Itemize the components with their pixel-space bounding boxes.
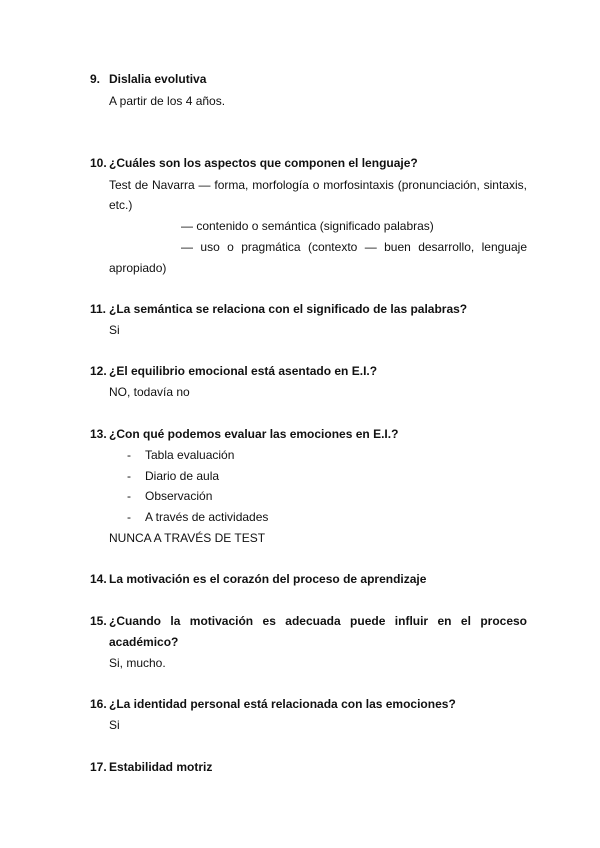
bullet-item: Observación xyxy=(145,489,213,503)
item-number: 12. xyxy=(90,364,107,378)
item-number: 15. xyxy=(90,614,107,628)
bullet-item: Tabla evaluación xyxy=(145,448,235,462)
question-heading: Estabilidad motriz xyxy=(109,760,213,774)
answer-text: Si, mucho. xyxy=(109,656,166,670)
question-heading: Dislalia evolutiva xyxy=(109,72,207,86)
item-number: 11. xyxy=(90,302,107,316)
question-heading: ¿La identidad personal está relacionada con las emociones? xyxy=(109,697,456,711)
question-heading-continued: académico? xyxy=(109,635,179,649)
question-heading: ¿El equilibrio emocional está asentado en E.I.? xyxy=(109,364,378,378)
bullet-item: A través de actividades xyxy=(145,510,269,524)
item-number: 13. xyxy=(90,427,107,441)
bullet-marker: - xyxy=(127,510,131,524)
answer-line: Test de Navarra — forma, morfología o morfosintaxis (pronunciación, sintaxis, xyxy=(109,178,527,192)
question-heading: ¿Cuando la motivación es adecuada puede influir en el proceso xyxy=(109,614,527,628)
bullet-marker: - xyxy=(127,489,131,503)
bullet-marker: - xyxy=(127,469,131,483)
answer-line: — contenido o semántica (significado palabras) xyxy=(181,219,434,233)
item-number: 10. xyxy=(90,156,107,170)
bullet-marker: - xyxy=(127,448,131,462)
question-heading: La motivación es el corazón del proceso de aprendizaje xyxy=(109,572,427,586)
answer-text: Si xyxy=(109,323,120,337)
answer-text: A partir de los 4 años. xyxy=(109,94,226,108)
answer-line: — uso o pragmática (contexto — buen desarrollo, lenguaje xyxy=(181,240,527,254)
answer-line: etc.) xyxy=(109,198,133,212)
question-heading: ¿Cuáles son los aspectos que componen el lenguaje? xyxy=(109,156,418,170)
answer-text: Si xyxy=(109,718,120,732)
item-number: 17. xyxy=(90,760,107,774)
item-number: 14. xyxy=(90,572,107,586)
question-heading: ¿Con qué podemos evaluar las emociones en E.I.? xyxy=(109,427,399,441)
item-number: 9. xyxy=(90,72,101,86)
answer-line: apropiado) xyxy=(109,261,167,275)
answer-text: NO, todavía no xyxy=(109,385,190,399)
item-number: 16. xyxy=(90,697,107,711)
bullet-item: Diario de aula xyxy=(145,469,220,483)
question-heading: ¿La semántica se relaciona con el significado de las palabras? xyxy=(109,302,468,316)
answer-text: NUNCA A TRAVÉS DE TEST xyxy=(109,531,266,545)
